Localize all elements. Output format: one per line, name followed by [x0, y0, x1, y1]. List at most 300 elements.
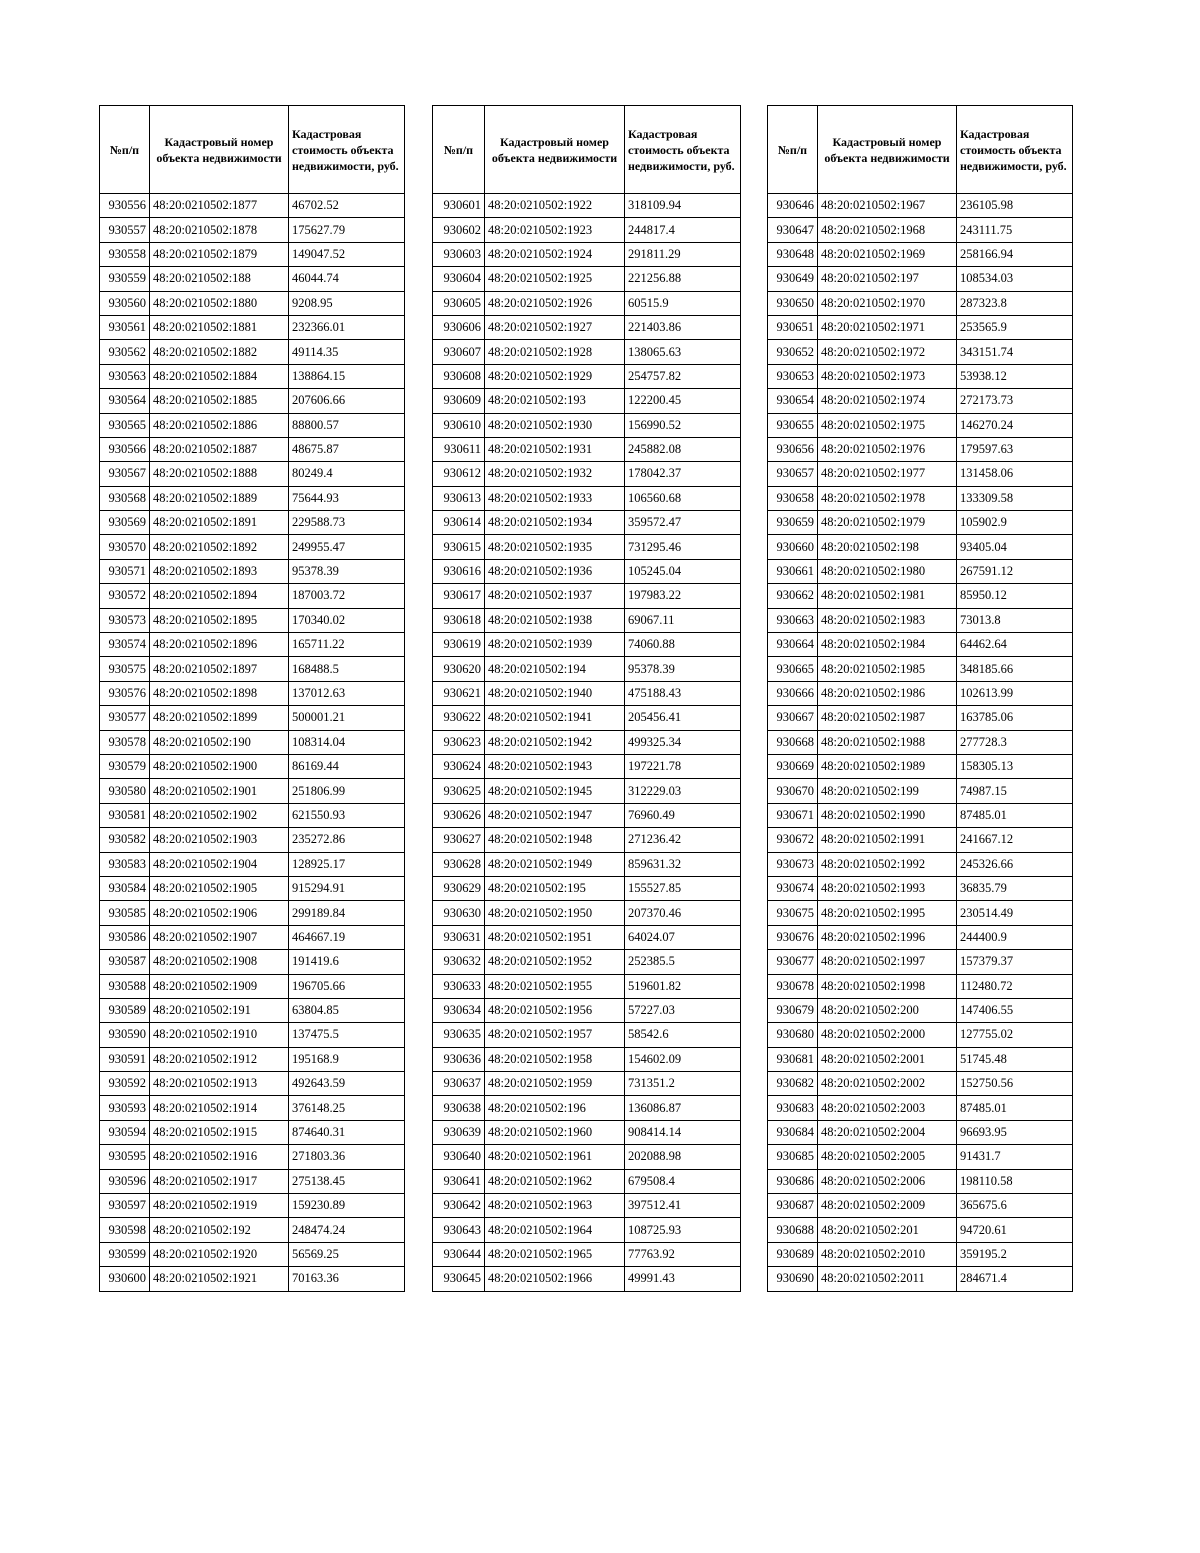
cadastral-value: 731295.46 [625, 535, 741, 559]
row-number: 930565 [100, 413, 150, 437]
cadastral-value: 70163.36 [289, 1267, 405, 1291]
cadastral-number: 48:20:0210502:1956 [485, 998, 625, 1022]
table-row [433, 754, 741, 778]
table-row [768, 218, 1073, 242]
table-row [768, 413, 1073, 437]
row-number: 930670 [768, 779, 818, 803]
cadastral-number: 48:20:0210502:1984 [818, 633, 957, 657]
cadastral-number: 48:20:0210502:1915 [150, 1120, 289, 1144]
row-number: 930674 [768, 876, 818, 900]
cadastral-value: 175627.79 [289, 218, 405, 242]
row-number: 930639 [433, 1120, 485, 1144]
row-number: 930632 [433, 950, 485, 974]
cadastral-value: 56569.25 [289, 1242, 405, 1266]
cadastral-number: 48:20:0210502:1975 [818, 413, 957, 437]
table-row [433, 974, 741, 998]
cadastral-number: 48:20:0210502:1992 [818, 852, 957, 876]
row-number: 930663 [768, 608, 818, 632]
table-row [100, 998, 405, 1022]
table-row [768, 242, 1073, 266]
cadastral-value: 291811.29 [625, 242, 741, 266]
cadastral-value: 179597.63 [957, 437, 1073, 461]
cadastral-number: 48:20:0210502:1905 [150, 876, 289, 900]
table-row [768, 608, 1073, 632]
cadastral-number: 48:20:0210502:1947 [485, 803, 625, 827]
cadastral-value: 131458.06 [957, 462, 1073, 486]
cadastral-value: 252385.5 [625, 950, 741, 974]
table-row [100, 852, 405, 876]
row-number: 930599 [100, 1242, 150, 1266]
table-row [768, 706, 1073, 730]
row-number: 930615 [433, 535, 485, 559]
cadastral-number: 48:20:0210502:1894 [150, 584, 289, 608]
table-row [100, 706, 405, 730]
cadastral-number: 48:20:0210502:1962 [485, 1169, 625, 1193]
cadastral-value: 500001.21 [289, 706, 405, 730]
table-row [433, 828, 741, 852]
row-number: 930657 [768, 462, 818, 486]
cadastral-number: 48:20:0210502:1958 [485, 1047, 625, 1071]
cadastral-number: 48:20:0210502:1927 [485, 315, 625, 339]
cadastral-value: 343151.74 [957, 340, 1073, 364]
cadastral-number: 48:20:0210502:1898 [150, 681, 289, 705]
row-number: 930641 [433, 1169, 485, 1193]
cadastral-value: 207606.66 [289, 389, 405, 413]
cadastral-number: 48:20:0210502:2011 [818, 1267, 957, 1291]
row-number: 930563 [100, 364, 150, 388]
cadastral-value: 207370.46 [625, 901, 741, 925]
table-row [433, 291, 741, 315]
row-number: 930585 [100, 901, 150, 925]
cadastral-number: 48:20:0210502:1964 [485, 1218, 625, 1242]
cadastral-number: 48:20:0210502:2003 [818, 1096, 957, 1120]
cadastral-number: 48:20:0210502:1886 [150, 413, 289, 437]
cadastral-value: 93405.04 [957, 535, 1073, 559]
cadastral-value: 197221.78 [625, 754, 741, 778]
cadastral-number: 48:20:0210502:1985 [818, 657, 957, 681]
cadastral-number: 48:20:0210502:1935 [485, 535, 625, 559]
header-cadastral-value: Кадастровая стоимость объекта недвижимости, руб. [957, 106, 1073, 194]
cadastral-number: 48:20:0210502:1879 [150, 242, 289, 266]
cadastral-value: 147406.55 [957, 998, 1073, 1022]
cadastral-number: 48:20:0210502:1891 [150, 511, 289, 535]
cadastral-value: 874640.31 [289, 1120, 405, 1144]
table-row [433, 1096, 741, 1120]
cadastral-number: 48:20:0210502:1989 [818, 754, 957, 778]
table-row [433, 1218, 741, 1242]
row-number: 930556 [100, 194, 150, 218]
table-row [433, 779, 741, 803]
row-number: 930668 [768, 730, 818, 754]
cadastral-number: 48:20:0210502:1908 [150, 950, 289, 974]
cadastral-number: 48:20:0210502:1900 [150, 754, 289, 778]
cadastral-value: 253565.9 [957, 315, 1073, 339]
cadastral-value: 105245.04 [625, 559, 741, 583]
row-number: 930671 [768, 803, 818, 827]
row-number: 930642 [433, 1194, 485, 1218]
cadastral-number: 48:20:0210502:1940 [485, 681, 625, 705]
table-row [433, 1120, 741, 1144]
cadastral-value: 74060.88 [625, 633, 741, 657]
cadastral-value: 275138.45 [289, 1169, 405, 1193]
cadastral-number: 48:20:0210502:1892 [150, 535, 289, 559]
table-row [768, 194, 1073, 218]
header-num: №п/п [768, 106, 818, 194]
row-number: 930688 [768, 1218, 818, 1242]
cadastral-value: 53938.12 [957, 364, 1073, 388]
table-row [433, 925, 741, 949]
cadastral-number: 48:20:0210502:1919 [150, 1194, 289, 1218]
cadastral-number: 48:20:0210502:200 [818, 998, 957, 1022]
row-number: 930608 [433, 364, 485, 388]
table-row [433, 194, 741, 218]
cadastral-number: 48:20:0210502:1955 [485, 974, 625, 998]
cadastral-value: 51745.48 [957, 1047, 1073, 1071]
cadastral-value: 236105.98 [957, 194, 1073, 218]
cadastral-value: 464667.19 [289, 925, 405, 949]
table-row [768, 852, 1073, 876]
row-number: 930596 [100, 1169, 150, 1193]
cadastral-value: 94720.61 [957, 1218, 1073, 1242]
table-row [433, 315, 741, 339]
row-number: 930559 [100, 267, 150, 291]
cadastral-number: 48:20:0210502:1893 [150, 559, 289, 583]
table-row [768, 1047, 1073, 1071]
row-number: 930583 [100, 852, 150, 876]
table-row [768, 950, 1073, 974]
cadastral-number: 48:20:0210502:1934 [485, 511, 625, 535]
cadastral-number: 48:20:0210502:1983 [818, 608, 957, 632]
table-row [100, 950, 405, 974]
row-number: 930690 [768, 1267, 818, 1291]
table-row [433, 218, 741, 242]
cadastral-value: 267591.12 [957, 559, 1073, 583]
cadastral-number: 48:20:0210502:196 [485, 1096, 625, 1120]
table-row [768, 584, 1073, 608]
table-row [768, 462, 1073, 486]
table-row [768, 730, 1073, 754]
row-number: 930659 [768, 511, 818, 535]
table-row [100, 486, 405, 510]
cadastral-value: 277728.3 [957, 730, 1073, 754]
table-row [100, 1194, 405, 1218]
table-row [768, 1072, 1073, 1096]
table-row [768, 1145, 1073, 1169]
row-number: 930666 [768, 681, 818, 705]
row-number: 930686 [768, 1169, 818, 1193]
cadastral-number: 48:20:0210502:1942 [485, 730, 625, 754]
table-header-row [768, 106, 1073, 194]
cadastral-value: 271236.42 [625, 828, 741, 852]
table-row [100, 218, 405, 242]
cadastral-number: 48:20:0210502:1939 [485, 633, 625, 657]
cadastral-number: 48:20:0210502:1976 [818, 437, 957, 461]
row-number: 930566 [100, 437, 150, 461]
row-number: 930672 [768, 828, 818, 852]
row-number: 930607 [433, 340, 485, 364]
cadastral-number: 48:20:0210502:1966 [485, 1267, 625, 1291]
cadastral-value: 245882.08 [625, 437, 741, 461]
row-number: 930617 [433, 584, 485, 608]
row-number: 930631 [433, 925, 485, 949]
cadastral-value: 254757.82 [625, 364, 741, 388]
row-number: 930564 [100, 389, 150, 413]
cadastral-value: 87485.01 [957, 803, 1073, 827]
row-number: 930650 [768, 291, 818, 315]
header-cadastral-number: Кадастровый номер объекта недвижимости [818, 106, 957, 194]
cadastral-value: 397512.41 [625, 1194, 741, 1218]
cadastral-number: 48:20:0210502:1987 [818, 706, 957, 730]
cadastral-number: 48:20:0210502:1968 [818, 218, 957, 242]
row-number: 930582 [100, 828, 150, 852]
row-number: 930604 [433, 267, 485, 291]
cadastral-value: 138864.15 [289, 364, 405, 388]
row-number: 930561 [100, 315, 150, 339]
row-number: 930627 [433, 828, 485, 852]
table-row [433, 1194, 741, 1218]
table-row [100, 754, 405, 778]
cadastral-value: 195168.9 [289, 1047, 405, 1071]
cadastral-number: 48:20:0210502:1957 [485, 1023, 625, 1047]
cadastral-number: 48:20:0210502:194 [485, 657, 625, 681]
table-row [433, 730, 741, 754]
cadastral-value: 133309.58 [957, 486, 1073, 510]
row-number: 930568 [100, 486, 150, 510]
row-number: 930646 [768, 194, 818, 218]
cadastral-value: 36835.79 [957, 876, 1073, 900]
row-number: 930573 [100, 608, 150, 632]
cadastral-value: 76960.49 [625, 803, 741, 827]
cadastral-number: 48:20:0210502:1930 [485, 413, 625, 437]
cadastral-number: 48:20:0210502:1990 [818, 803, 957, 827]
cadastral-number: 48:20:0210502:1959 [485, 1072, 625, 1096]
cadastral-value: 243111.75 [957, 218, 1073, 242]
cadastral-value: 205456.41 [625, 706, 741, 730]
row-number: 930679 [768, 998, 818, 1022]
row-number: 930593 [100, 1096, 150, 1120]
table-row [433, 437, 741, 461]
cadastral-value: 146270.24 [957, 413, 1073, 437]
table-row [433, 657, 741, 681]
cadastral-value: 359572.47 [625, 511, 741, 535]
cadastral-value: 77763.92 [625, 1242, 741, 1266]
cadastral-table-2 [432, 105, 741, 1292]
cadastral-number: 48:20:0210502:1949 [485, 852, 625, 876]
cadastral-value: 75644.93 [289, 486, 405, 510]
row-number: 930589 [100, 998, 150, 1022]
cadastral-value: 287323.8 [957, 291, 1073, 315]
table-row [100, 974, 405, 998]
cadastral-number: 48:20:0210502:1971 [818, 315, 957, 339]
table-row [433, 1145, 741, 1169]
table-row [433, 559, 741, 583]
table-row [100, 901, 405, 925]
cadastral-number: 48:20:0210502:1970 [818, 291, 957, 315]
row-number: 930610 [433, 413, 485, 437]
table-row [433, 413, 741, 437]
cadastral-value: 170340.02 [289, 608, 405, 632]
table-row [433, 1169, 741, 1193]
table-row [433, 950, 741, 974]
table-row [768, 364, 1073, 388]
cadastral-number: 48:20:0210502:199 [818, 779, 957, 803]
table-row [768, 974, 1073, 998]
row-number: 930603 [433, 242, 485, 266]
cadastral-value: 154602.09 [625, 1047, 741, 1071]
cadastral-value: 46044.74 [289, 267, 405, 291]
table-row [100, 267, 405, 291]
cadastral-number: 48:20:0210502:1895 [150, 608, 289, 632]
cadastral-value: 88800.57 [289, 413, 405, 437]
cadastral-value: 299189.84 [289, 901, 405, 925]
cadastral-value: 138065.63 [625, 340, 741, 364]
cadastral-value: 127755.02 [957, 1023, 1073, 1047]
cadastral-value: 49991.43 [625, 1267, 741, 1291]
cadastral-number: 48:20:0210502:1963 [485, 1194, 625, 1218]
cadastral-number: 48:20:0210502:1902 [150, 803, 289, 827]
row-number: 930647 [768, 218, 818, 242]
cadastral-value: 46702.52 [289, 194, 405, 218]
cadastral-number: 48:20:0210502:1986 [818, 681, 957, 705]
table-row [768, 779, 1073, 803]
cadastral-number: 48:20:0210502:1899 [150, 706, 289, 730]
cadastral-value: 235272.86 [289, 828, 405, 852]
table-row [768, 437, 1073, 461]
cadastral-number: 48:20:0210502:1941 [485, 706, 625, 730]
row-number: 930653 [768, 364, 818, 388]
table-row [433, 389, 741, 413]
row-number: 930576 [100, 681, 150, 705]
table-row [433, 1072, 741, 1096]
row-number: 930635 [433, 1023, 485, 1047]
cadastral-value: 137475.5 [289, 1023, 405, 1047]
cadastral-value: 74987.15 [957, 779, 1073, 803]
cadastral-number: 48:20:0210502:197 [818, 267, 957, 291]
cadastral-value: 271803.36 [289, 1145, 405, 1169]
row-number: 930560 [100, 291, 150, 315]
cadastral-number: 48:20:0210502:1936 [485, 559, 625, 583]
row-number: 930643 [433, 1218, 485, 1242]
cadastral-value: 149047.52 [289, 242, 405, 266]
row-number: 930633 [433, 974, 485, 998]
header-cadastral-number: Кадастровый номер объекта недвижимости [485, 106, 625, 194]
cadastral-number: 48:20:0210502:1909 [150, 974, 289, 998]
cadastral-number: 48:20:0210502:1878 [150, 218, 289, 242]
cadastral-value: 95378.39 [289, 559, 405, 583]
cadastral-value: 85950.12 [957, 584, 1073, 608]
cadastral-number: 48:20:0210502:1889 [150, 486, 289, 510]
row-number: 930682 [768, 1072, 818, 1096]
cadastral-number: 48:20:0210502:1913 [150, 1072, 289, 1096]
table-row [768, 828, 1073, 852]
cadastral-number: 48:20:0210502:1901 [150, 779, 289, 803]
cadastral-value: 73013.8 [957, 608, 1073, 632]
cadastral-number: 48:20:0210502:1926 [485, 291, 625, 315]
cadastral-number: 48:20:0210502:1884 [150, 364, 289, 388]
table-row [100, 657, 405, 681]
table-row [433, 340, 741, 364]
row-number: 930584 [100, 876, 150, 900]
cadastral-value: 475188.43 [625, 681, 741, 705]
row-number: 930613 [433, 486, 485, 510]
table-row [433, 852, 741, 876]
table-row [100, 730, 405, 754]
cadastral-value: 49114.35 [289, 340, 405, 364]
row-number: 930685 [768, 1145, 818, 1169]
cadastral-number: 48:20:0210502:191 [150, 998, 289, 1022]
cadastral-value: 915294.91 [289, 876, 405, 900]
row-number: 930577 [100, 706, 150, 730]
cadastral-value: 376148.25 [289, 1096, 405, 1120]
cadastral-value: 365675.6 [957, 1194, 1073, 1218]
table-row [768, 657, 1073, 681]
cadastral-value: 492643.59 [289, 1072, 405, 1096]
cadastral-value: 168488.5 [289, 657, 405, 681]
table-body [100, 194, 405, 1292]
table-body [433, 194, 741, 1292]
cadastral-number: 48:20:0210502:2009 [818, 1194, 957, 1218]
row-number: 930625 [433, 779, 485, 803]
cadastral-number: 48:20:0210502:1903 [150, 828, 289, 852]
row-number: 930580 [100, 779, 150, 803]
table-row [100, 779, 405, 803]
cadastral-number: 48:20:0210502:193 [485, 389, 625, 413]
row-number: 930661 [768, 559, 818, 583]
cadastral-value: 136086.87 [625, 1096, 741, 1120]
cadastral-value: 859631.32 [625, 852, 741, 876]
cadastral-value: 64024.07 [625, 925, 741, 949]
table-body [768, 194, 1073, 1292]
row-number: 930640 [433, 1145, 485, 1169]
table-row [768, 315, 1073, 339]
cadastral-number: 48:20:0210502:1943 [485, 754, 625, 778]
table-row [433, 486, 741, 510]
cadastral-number: 48:20:0210502:1960 [485, 1120, 625, 1144]
cadastral-number: 48:20:0210502:1969 [818, 242, 957, 266]
row-number: 930684 [768, 1120, 818, 1144]
row-number: 930669 [768, 754, 818, 778]
row-number: 930687 [768, 1194, 818, 1218]
cadastral-number: 48:20:0210502:1951 [485, 925, 625, 949]
cadastral-value: 64462.64 [957, 633, 1073, 657]
cadastral-table-3 [767, 105, 1073, 1292]
cadastral-value: 60515.9 [625, 291, 741, 315]
table-row [433, 1047, 741, 1071]
row-number: 930656 [768, 437, 818, 461]
row-number: 930665 [768, 657, 818, 681]
table-row [768, 803, 1073, 827]
cadastral-value: 359195.2 [957, 1242, 1073, 1266]
table-row [100, 340, 405, 364]
table-row [100, 462, 405, 486]
row-number: 930689 [768, 1242, 818, 1266]
table-row [100, 1120, 405, 1144]
row-number: 930644 [433, 1242, 485, 1266]
row-number: 930590 [100, 1023, 150, 1047]
row-number: 930558 [100, 242, 150, 266]
cadastral-number: 48:20:0210502:1973 [818, 364, 957, 388]
row-number: 930652 [768, 340, 818, 364]
cadastral-value: 91431.7 [957, 1145, 1073, 1169]
row-number: 930673 [768, 852, 818, 876]
row-number: 930626 [433, 803, 485, 827]
cadastral-value: 156990.52 [625, 413, 741, 437]
cadastral-value: 69067.11 [625, 608, 741, 632]
table-row [100, 315, 405, 339]
table-row [100, 389, 405, 413]
row-number: 930675 [768, 901, 818, 925]
table-row [100, 535, 405, 559]
